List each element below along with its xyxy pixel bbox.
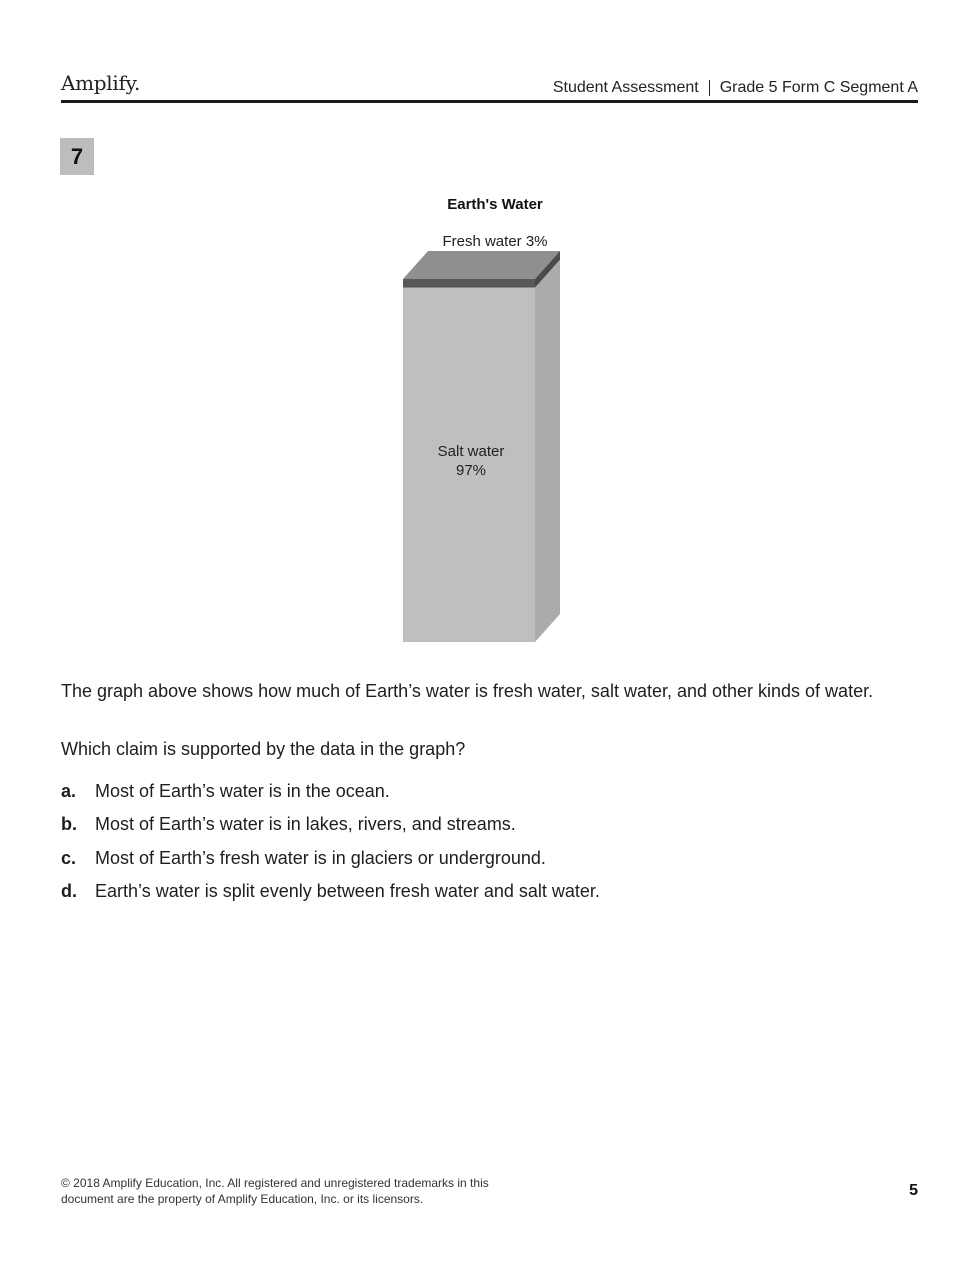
page-header [61, 68, 918, 104]
bar-top-face [403, 251, 560, 279]
copyright-line: © 2018 Amplify Education, Inc. All registered and unregistered trademarks in this [61, 1176, 489, 1190]
option-text: Most of Earth’s water is in lakes, rivers, and streams. [95, 814, 516, 835]
option-c[interactable] [61, 846, 918, 879]
prompt-text: The graph above shows how much of Earth’s water is fresh water, salt water, and other kinds of water. [61, 681, 874, 701]
option-text: Most of Earth’s fresh water is in glaciers or underground. [95, 847, 546, 868]
option-letter: d. [61, 880, 77, 901]
option-text: Most of Earth’s water is in the ocean. [95, 781, 390, 801]
copyright-line: document are the property of Amplify Education, Inc. or its licensors. [61, 1192, 424, 1206]
copyright-notice [61, 1175, 581, 1207]
header-divider [709, 80, 710, 96]
option-a[interactable] [61, 779, 918, 812]
fresh-water-label: Fresh water 3% [442, 233, 548, 250]
option-b[interactable] [61, 812, 918, 845]
option-text: Earth’s water is split evenly between fresh water and salt water. [95, 880, 600, 901]
earths-water-chart [380, 186, 610, 656]
question-number: 7 [60, 138, 94, 175]
salt-water-side [535, 260, 560, 642]
question-prompt [61, 679, 918, 703]
form-label: Grade 5 Form C Segment A [719, 79, 918, 96]
question-stem: Which claim is supported by the data in the graph? [61, 739, 466, 759]
amplify-logo: Amplify. [61, 71, 141, 95]
option-d[interactable] [61, 879, 918, 912]
option-letter: b. [61, 814, 77, 835]
option-letter: a. [61, 781, 77, 801]
fresh-water-segment [403, 279, 535, 288]
chart-title: Earth's Water [447, 196, 543, 213]
header-info [553, 79, 918, 97]
header-rule [61, 100, 918, 103]
salt-water-percent: 97% [455, 462, 487, 479]
assessment-label: Student Assessment [552, 79, 699, 96]
answer-options [61, 779, 918, 912]
page-number: 5 [909, 1182, 918, 1199]
option-letter: c. [61, 847, 77, 868]
salt-water-label: Salt water [437, 443, 505, 460]
